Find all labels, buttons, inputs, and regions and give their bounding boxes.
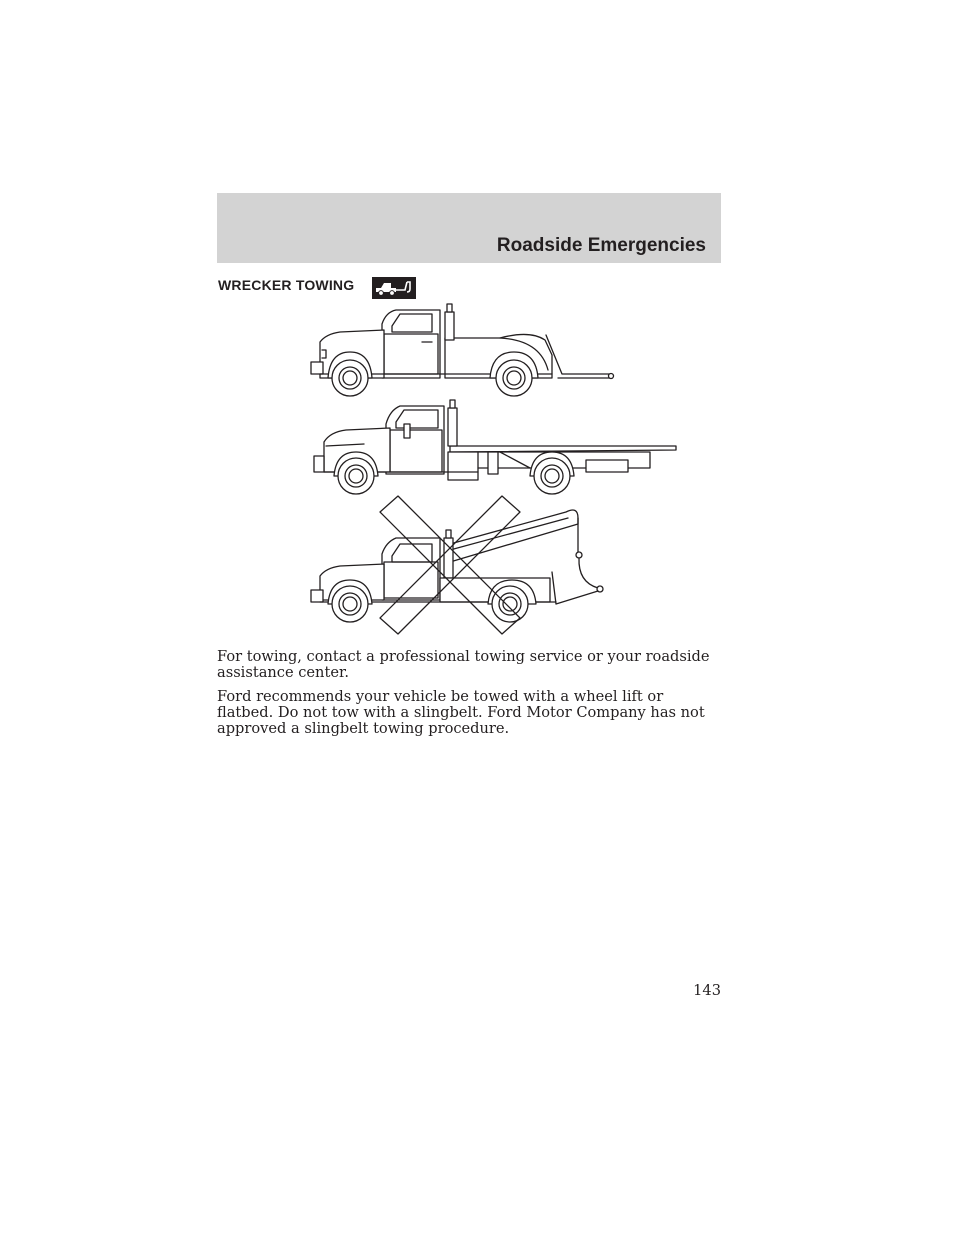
towing-illustrations [300,300,690,640]
paragraph: Ford recommends your vehicle be towed with a wheel lift or flatbed. Do not tow with a slingbelt. Ford Motor Company has not approved a slingbelt towing procedure. [217,688,705,737]
paragraph: For towing, contact a professional towing service or your roadside assistance center. [217,648,710,681]
wheel-lift-tow-truck [311,304,614,396]
page-number: 143 [693,982,721,999]
body-text [217,649,722,745]
flatbed-tow-truck [314,400,676,494]
tow-truck-icon [372,277,416,299]
chapter-header-band [217,193,721,263]
slingbelt-tow-truck [311,510,603,622]
chapter-title: Roadside Emergencies [496,235,706,256]
section-heading: WRECKER TOWING [218,277,355,293]
